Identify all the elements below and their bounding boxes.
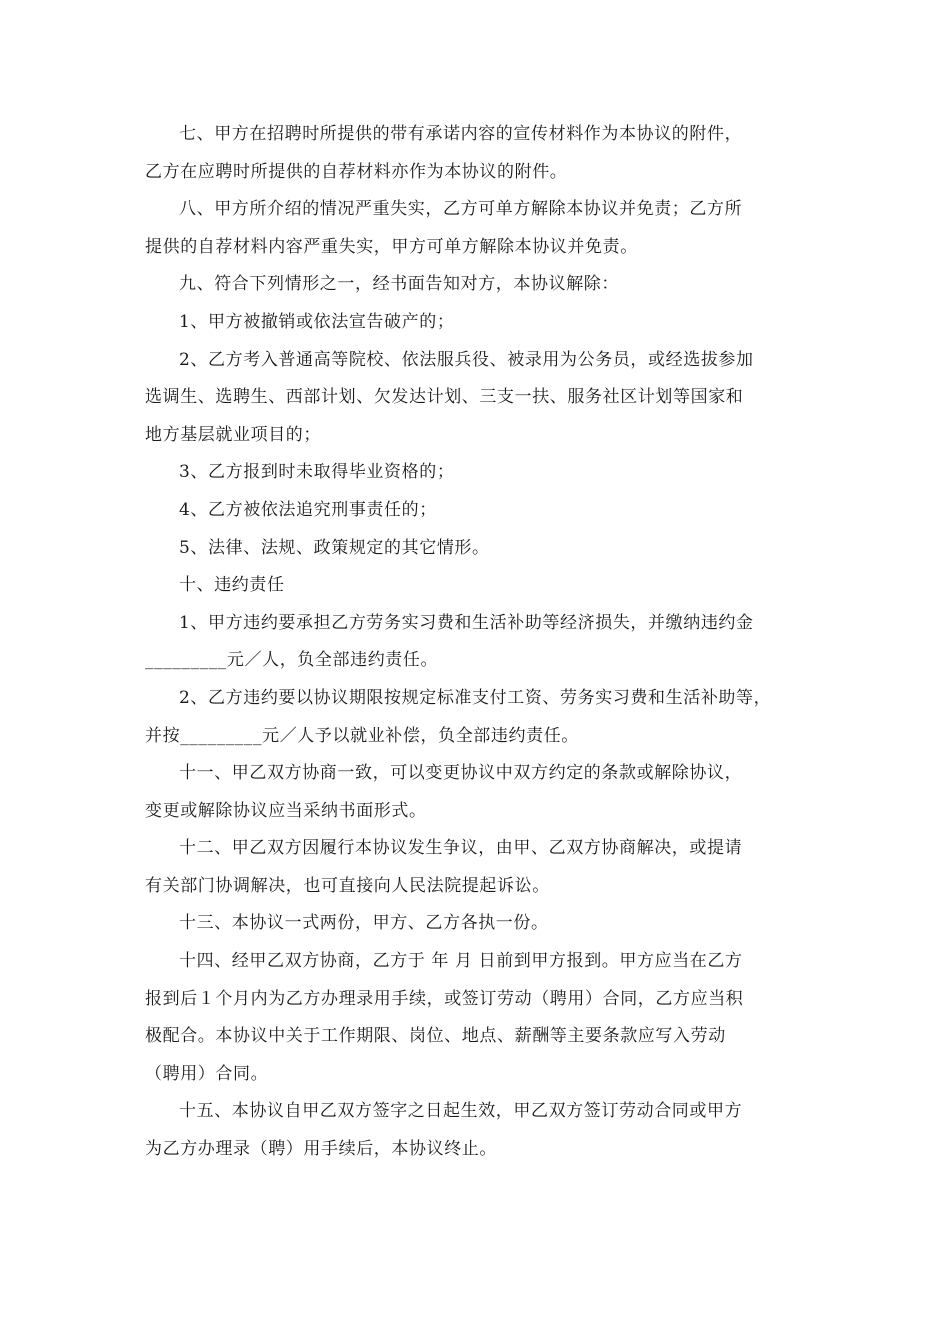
clause-8-line-2: 提供的自荐材料内容严重失实，甲方可单方解除本协议并免责。 <box>145 236 638 257</box>
clause-9-item-4 <box>145 492 825 530</box>
clause-8-line-1: 八、甲方所介绍的情况严重失实，乙方可单方解除本协议并免责；乙方所 <box>179 199 743 220</box>
clause-10-item-1-line-1: 1、甲方违约要承担乙方劳务实习费和生活补助等经济损失，并缴纳违约金 <box>179 612 754 633</box>
clause-8 <box>145 191 825 266</box>
clause-12 <box>145 830 825 905</box>
clause-9-item-4-line-1: 4、乙方被依法追究刑事责任的； <box>179 499 437 520</box>
clause-14-line-1: 十四、经甲乙双方协商，乙方于 年 月 日前到甲方报到。甲方应当在乙方 <box>179 951 743 972</box>
clause-9 <box>145 266 825 304</box>
clause-9-item-2 <box>145 342 825 455</box>
clause-10 <box>145 567 825 605</box>
clause-10-item-2 <box>145 680 825 755</box>
clause-9-item-3 <box>145 454 825 492</box>
clause-15-line-2: 为乙方办理录（聘）用手续后，本协议终止。 <box>145 1139 497 1160</box>
clause-10-item-2-line-1: 2、乙方违约要以协议期限按规定标准支付工资、劳务实习费和生活补助等， <box>179 687 772 708</box>
clause-11-line-2: 变更或解除协议应当采纳书面形式。 <box>145 800 427 821</box>
document-body <box>145 116 825 1169</box>
clause-11 <box>145 755 825 830</box>
clause-10-line-1: 十、违约责任 <box>179 575 285 596</box>
clause-14-line-4: （聘用）合同。 <box>145 1063 269 1084</box>
clause-10-item-1-line-2: _________元／人，负全部违约责任。 <box>145 650 439 671</box>
clause-9-item-2-line-1: 2、乙方考入普通高等院校、依法服兵役、被录用为公务员，或经选拔参加 <box>179 349 754 370</box>
clause-10-item-2-line-2: 并按_________元／人予以就业补偿，负全部违约责任。 <box>145 725 579 746</box>
clause-9-item-1-line-1: 1、甲方被撤销或依法宣告破产的； <box>179 311 455 332</box>
clause-9-item-5-line-1: 5、法律、法规、政策规定的其它情形。 <box>179 537 490 558</box>
clause-7-line-2: 乙方在应聘时所提供的自荐材料亦作为本协议的附件。 <box>145 161 568 182</box>
clause-9-item-2-line-3: 地方基层就业项目的； <box>145 424 321 445</box>
clause-12-line-2: 有关部门协调解决，也可直接向人民法院提起诉讼。 <box>145 875 550 896</box>
clause-12-line-1: 十二、甲乙双方因履行本协议发生争议，由甲、乙双方协商解决，或提请 <box>179 838 743 859</box>
clause-13 <box>145 905 825 943</box>
clause-13-line-1: 十三、本协议一式两份，甲方、乙方各执一份。 <box>179 913 549 934</box>
clause-14-line-3: 极配合。本协议中关于工作期限、岗位、地点、薪酬等主要条款应写入劳动 <box>145 1026 726 1047</box>
clause-15-line-1: 十五、本协议自甲乙双方签字之日起生效，甲乙双方签订劳动合同或甲方 <box>179 1101 743 1122</box>
clause-9-line-1: 九、符合下列情形之一，经书面告知对方，本协议解除： <box>179 274 619 295</box>
clause-9-item-3-line-1: 3、乙方报到时未取得毕业资格的； <box>179 462 455 483</box>
clause-15 <box>145 1093 825 1168</box>
clause-14 <box>145 943 825 1093</box>
clause-9-item-1 <box>145 304 825 342</box>
clause-11-line-1: 十一、甲乙双方协商一致，可以变更协议中双方约定的条款或解除协议， <box>179 763 743 784</box>
clause-7 <box>145 116 825 191</box>
clause-10-item-1 <box>145 605 825 680</box>
clause-7-line-1: 七、甲方在招聘时所提供的带有承诺内容的宣传材料作为本协议的附件， <box>179 124 743 144</box>
clause-9-item-2-line-2: 选调生、选聘生、西部计划、欠发达计划、三支一扶、服务社区计划等国家和 <box>145 387 744 408</box>
clause-14-line-2: 报到后１个月内为乙方办理录用手续，或签订劳动（聘用）合同，乙方应当积 <box>145 988 744 1009</box>
clause-9-item-5 <box>145 530 825 568</box>
